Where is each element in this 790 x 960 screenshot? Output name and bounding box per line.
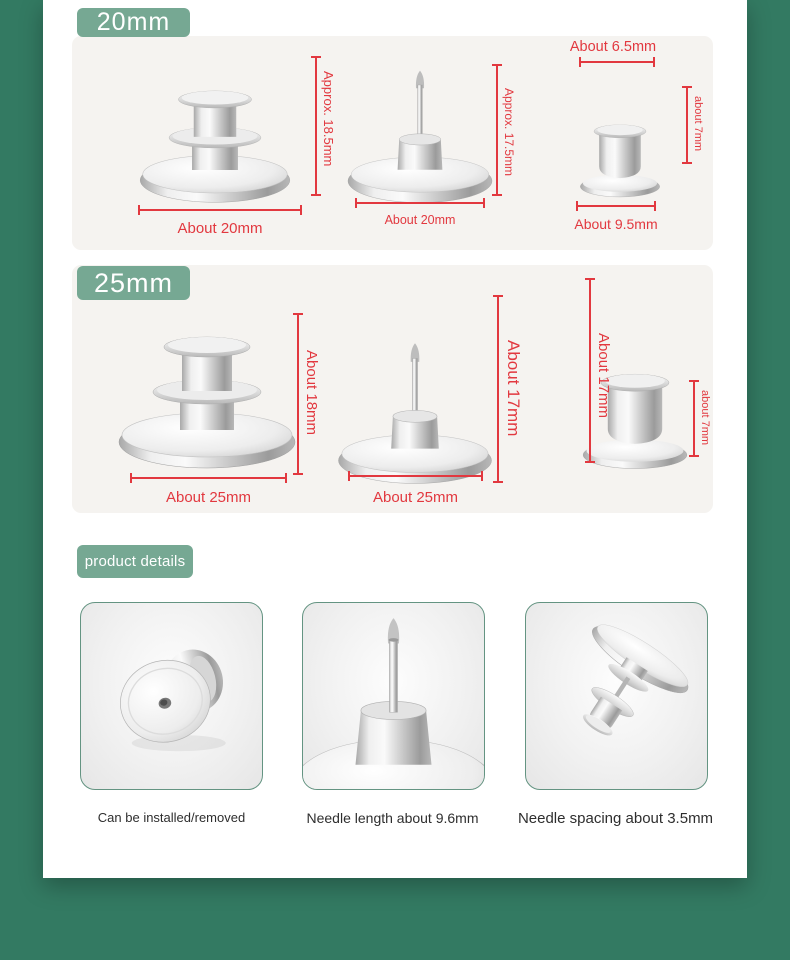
size-badge-20mm: 20mm — [77, 8, 190, 37]
size-panel-20mm — [72, 36, 713, 250]
dimension-label-side-height: about 7mm — [699, 390, 711, 446]
dimension-line-height-2 — [496, 64, 498, 196]
dimension-label-width-1: About 25mm — [165, 489, 252, 506]
button-photo-25mm-with-clutch — [107, 290, 307, 490]
dimension-line-width-1 — [130, 477, 287, 479]
dimension-line-width-2 — [355, 202, 485, 204]
size-badge-25mm: 25mm — [77, 266, 190, 300]
button-photo-20mm-clutch-piece — [555, 91, 685, 221]
dimension-label-width-1: About 20mm — [177, 220, 263, 237]
button-photo-20mm-with-clutch — [130, 51, 300, 221]
dimension-label-height-2: Approx. 17.5mm — [502, 88, 516, 177]
dimension-label-width-2: About 25mm — [372, 489, 459, 506]
dimension-label-width-2: About 20mm — [384, 213, 456, 227]
size-panel-25mm — [72, 265, 713, 513]
button-photo-20mm-pin — [340, 61, 500, 221]
dimension-label-base-width: About 9.5mm — [574, 216, 658, 232]
dimension-line-height-3 — [589, 278, 591, 463]
content-area — [43, 0, 747, 878]
dimension-label-cap-width: About 6.5mm — [569, 39, 657, 55]
dimension-line-cap-width — [579, 61, 655, 63]
detail-caption-needle-length: Needle length about 9.6mm — [306, 810, 479, 826]
detail-card-needle-spacing — [525, 602, 708, 790]
dimension-line-width-1 — [138, 209, 302, 211]
button-photo-25mm-pin — [330, 333, 500, 503]
dimension-line-base-width — [576, 205, 656, 207]
dimension-label-height-2: About 17mm — [504, 340, 523, 437]
detail-photo-needle — [303, 603, 484, 789]
dimension-label-height-3: about 7mm — [692, 96, 704, 152]
dimension-line-height-3 — [686, 86, 688, 164]
detail-card-needle-length — [302, 602, 485, 790]
detail-card-removable — [80, 602, 263, 790]
dimension-label-height-3: About 17mm — [595, 333, 612, 419]
dimension-label-height-1: About 18mm — [303, 350, 320, 436]
dimension-line-height-1 — [297, 313, 299, 475]
detail-caption-removable: Can be installed/removed — [97, 810, 246, 825]
dimension-label-height-1: Approx. 18.5mm — [321, 71, 336, 167]
dimension-line-height-2 — [497, 295, 499, 483]
dimension-line-side-height — [693, 380, 695, 457]
dimension-line-height-1 — [315, 56, 317, 196]
detail-caption-needle-spacing: Needle spacing about 3.5mm — [517, 810, 714, 827]
product-details-badge: product details — [77, 545, 193, 578]
detail-photo-assembled — [526, 603, 707, 789]
detail-photo-clutch — [81, 603, 262, 789]
dimension-line-width-2 — [348, 475, 483, 477]
